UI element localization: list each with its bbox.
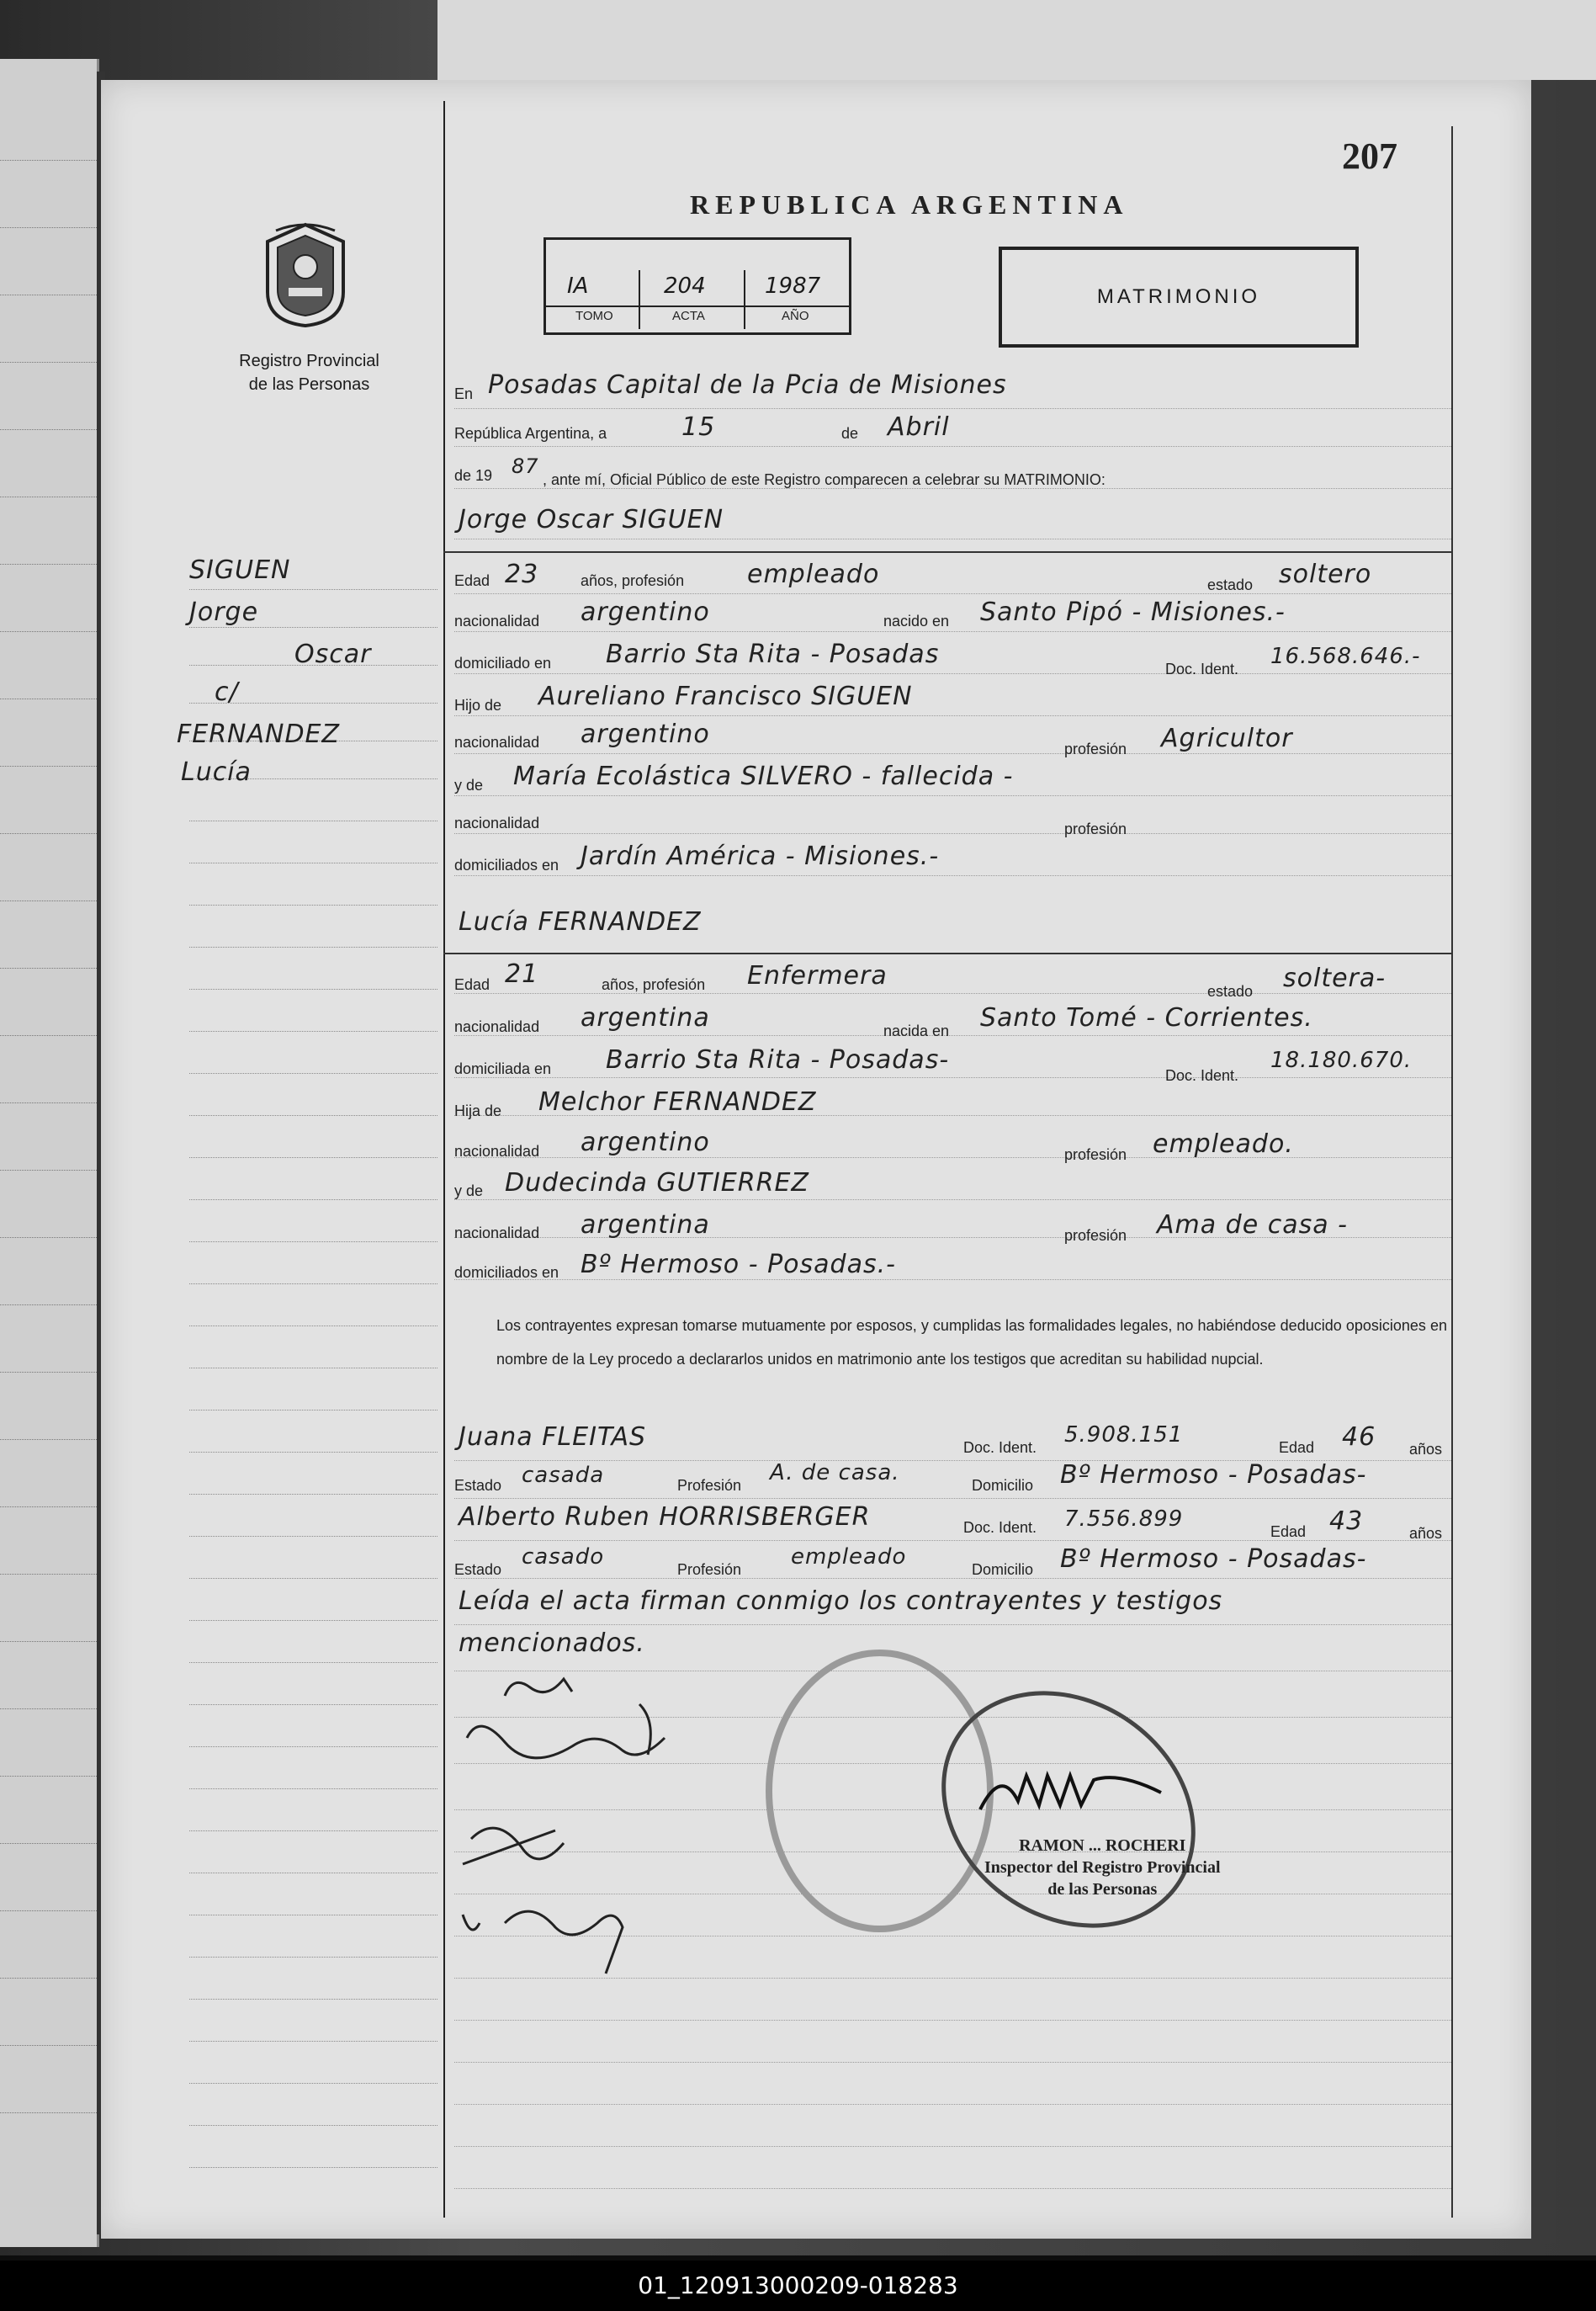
signatures bbox=[454, 1671, 724, 1990]
groom-padres-dom-label: domiciliados en bbox=[454, 857, 559, 874]
groom-anos-label: años, profesión bbox=[581, 572, 685, 589]
place-value: Posadas Capital de la Pcia de Misiones bbox=[488, 370, 1007, 400]
bride-padre-nac-label: nacionalidad bbox=[454, 1143, 540, 1160]
witness2-anos-label: años bbox=[1409, 1525, 1443, 1542]
bride-madre: Dudecinda GUTIERREZ bbox=[505, 1168, 809, 1198]
bride-padre-nac: argentino bbox=[581, 1128, 710, 1157]
bride-estado: soltera- bbox=[1283, 964, 1387, 993]
bride-madre-prof-label: profesión bbox=[1064, 1227, 1127, 1244]
registry-name-line2: de las Personas bbox=[248, 375, 370, 394]
bride-padre-prof: empleado. bbox=[1153, 1129, 1294, 1159]
witness2-profesion: empleado bbox=[791, 1544, 907, 1570]
provincial-crest-icon bbox=[259, 220, 352, 330]
registry-name bbox=[198, 349, 421, 396]
witness1-edad: 46 bbox=[1342, 1422, 1376, 1452]
groom-nacionalidad: argentino bbox=[581, 598, 710, 627]
witness2-estado-label: Estado bbox=[454, 1561, 502, 1578]
groom-padre-nac-label: nacionalidad bbox=[454, 734, 540, 751]
groom-padres-dom: Jardín América - Misiones.- bbox=[581, 842, 940, 871]
page-number: 207 bbox=[1342, 135, 1397, 177]
inspector-title-1: Inspector del Registro Provincial bbox=[984, 1858, 1221, 1877]
witness1-estado: casada bbox=[522, 1463, 605, 1488]
de-label: de bbox=[841, 425, 859, 442]
witness2-dom-label: Domicilio bbox=[972, 1561, 1034, 1578]
witness1-profesion: A. de casa. bbox=[770, 1460, 900, 1485]
bride-edad: 21 bbox=[505, 959, 539, 989]
bride-anos-label: años, profesión bbox=[602, 976, 706, 993]
bride-estado-label: estado bbox=[1207, 983, 1254, 1000]
witness2-prof-label: Profesión bbox=[677, 1561, 742, 1578]
bride-madre-nac-label: nacionalidad bbox=[454, 1225, 540, 1241]
tomo-acta-ano-box bbox=[543, 237, 851, 335]
margin-bride-first: Lucía bbox=[181, 757, 252, 787]
ano-value: 1987 bbox=[765, 274, 821, 299]
groom-estado-label: estado bbox=[1207, 576, 1254, 593]
groom-profesion: empleado bbox=[747, 560, 880, 589]
groom-madre-nac-label: nacionalidad bbox=[454, 815, 540, 831]
background-paper-top bbox=[437, 0, 1596, 80]
witness2-doc: 7.556.899 bbox=[1064, 1506, 1184, 1532]
bride-doc-label: Doc. Ident. bbox=[1165, 1067, 1239, 1084]
groom-madre-prof-label: profesión bbox=[1064, 821, 1127, 837]
bride-nacida: Santo Tomé - Corrientes. bbox=[980, 1003, 1313, 1033]
bride-madre-nac: argentina bbox=[581, 1210, 710, 1240]
inspector-title-2: de las Personas bbox=[1047, 1880, 1158, 1899]
tomo-label: TOMO bbox=[575, 309, 613, 323]
margin-line bbox=[443, 101, 445, 2218]
previous-page-edge bbox=[0, 59, 99, 2247]
margin-groom-first2: Oscar bbox=[294, 640, 372, 669]
groom-edad: 23 bbox=[505, 560, 539, 589]
witness2-edad: 43 bbox=[1329, 1506, 1364, 1536]
witness1-anos-label: años bbox=[1409, 1441, 1443, 1458]
section-divider-bride bbox=[443, 953, 1451, 954]
bride-padres-dom: Bº Hermoso - Posadas.- bbox=[581, 1250, 896, 1279]
bride-edad-label: Edad bbox=[454, 976, 490, 993]
groom-padre-nac: argentino bbox=[581, 720, 710, 749]
acta-label: ACTA bbox=[672, 309, 705, 323]
witness1-dom-label: Domicilio bbox=[972, 1477, 1034, 1494]
year-prefix: de 19 bbox=[454, 467, 493, 484]
bride-madre-prof: Ama de casa - bbox=[1157, 1210, 1348, 1240]
groom-dom-label: domiciliado en bbox=[454, 655, 552, 672]
witness1-doc: 5.908.151 bbox=[1064, 1422, 1184, 1448]
republic-label: República Argentina, a bbox=[454, 425, 607, 442]
inspector-name: RAMON ... ROCHERI bbox=[1019, 1836, 1186, 1855]
groom-nacido-label: nacido en bbox=[883, 613, 950, 630]
bride-domicilio: Barrio Sta Rita - Posadas- bbox=[606, 1045, 950, 1075]
month-value: Abril bbox=[888, 412, 950, 442]
record-type-box: MATRIMONIO bbox=[999, 247, 1359, 348]
groom-name: Jorge Oscar SIGUEN bbox=[459, 505, 724, 534]
bride-padre: Melchor FERNANDEZ bbox=[538, 1087, 817, 1117]
bride-hija-label: Hija de bbox=[454, 1102, 502, 1119]
groom-doc: 16.568.646.- bbox=[1270, 644, 1421, 669]
registry-name-line1: Registro Provincial bbox=[239, 352, 379, 370]
bride-doc: 18.180.670. bbox=[1270, 1048, 1413, 1073]
bride-nac-label: nacionalidad bbox=[454, 1018, 540, 1035]
margin-groom-surname: SIGUEN bbox=[189, 555, 291, 585]
witness1-name: Juana FLEITAS bbox=[459, 1422, 647, 1452]
witness2-name: Alberto Ruben HORRISBERGER bbox=[459, 1502, 871, 1532]
witness1-prof-label: Profesión bbox=[677, 1477, 742, 1494]
groom-padre-prof-label: profesión bbox=[1064, 741, 1127, 757]
acta-value: 204 bbox=[664, 274, 706, 299]
bride-name: Lucía FERNANDEZ bbox=[459, 907, 702, 937]
witness1-edad-label: Edad bbox=[1279, 1439, 1315, 1456]
section-divider-groom bbox=[443, 551, 1451, 553]
bride-padre-prof-label: profesión bbox=[1064, 1146, 1127, 1163]
inspector-signature bbox=[976, 1759, 1169, 1826]
margin-bride-surname: FERNANDEZ bbox=[177, 720, 341, 749]
groom-padre: Aureliano Francisco SIGUEN bbox=[538, 682, 913, 711]
tomo-value: IA bbox=[567, 274, 589, 299]
groom-estado: soltero bbox=[1279, 560, 1372, 589]
bride-profesion: Enfermera bbox=[747, 961, 888, 991]
image-id-footer: 01_120913000209-018283 bbox=[0, 2261, 1596, 2311]
groom-edad-label: Edad bbox=[454, 572, 490, 589]
bride-yde-label: y de bbox=[454, 1182, 484, 1199]
right-margin-line bbox=[1451, 126, 1453, 2218]
en-label: En bbox=[454, 385, 474, 402]
witness2-doc-label: Doc. Ident. bbox=[963, 1519, 1037, 1536]
witness1-doc-label: Doc. Ident. bbox=[963, 1439, 1037, 1456]
witness1-domicilio: Bº Hermoso - Posadas- bbox=[1060, 1460, 1367, 1490]
year-suffix: 87 bbox=[512, 454, 539, 478]
closing-line2: mencionados. bbox=[459, 1628, 645, 1658]
groom-nac-label: nacionalidad bbox=[454, 613, 540, 630]
closing-line1: Leída el acta firman conmigo los contrayentes y testigos bbox=[459, 1586, 1223, 1616]
witness1-estado-label: Estado bbox=[454, 1477, 502, 1494]
groom-yde-label: y de bbox=[454, 777, 484, 794]
groom-domicilio: Barrio Sta Rita - Posadas bbox=[606, 640, 940, 669]
bride-dom-label: domiciliada en bbox=[454, 1060, 552, 1077]
day-value: 15 bbox=[681, 412, 716, 442]
witness2-domicilio: Bº Hermoso - Posadas- bbox=[1060, 1544, 1367, 1574]
declaration-paragraph: Los contrayentes expresan tomarse mutuamente por esposos, y cumplidas las formalidades legales, no habiéndose deducido oposiciones en nombre de la Ley procedo a declararlos unidos en matrimonio ante los testigos que acreditan su habilidad nupcial. bbox=[496, 1317, 1447, 1368]
groom-doc-label: Doc. Ident. bbox=[1165, 661, 1239, 677]
margin-connector: c/ bbox=[215, 677, 239, 707]
bride-padres-dom-label: domiciliados en bbox=[454, 1264, 559, 1281]
groom-padre-prof: Agricultor bbox=[1161, 724, 1293, 753]
groom-nacido: Santo Pipó - Misiones.- bbox=[980, 598, 1286, 627]
inspector-stamp-text bbox=[984, 1835, 1221, 1900]
ano-label: AÑO bbox=[782, 309, 809, 323]
groom-hijo-label: Hijo de bbox=[454, 697, 502, 714]
bride-nacida-label: nacida en bbox=[883, 1023, 950, 1039]
bride-nacionalidad: argentina bbox=[581, 1003, 710, 1033]
margin-groom-first1: Jorge bbox=[189, 598, 259, 627]
intro-text: , ante mí, Oficial Público de este Registro comparecen a celebrar su MATRIMONIO: bbox=[543, 471, 1106, 488]
witness2-estado: casado bbox=[522, 1544, 605, 1570]
country-title: REPUBLICA ARGENTINA bbox=[690, 189, 1129, 220]
witness2-edad-label: Edad bbox=[1270, 1523, 1307, 1540]
groom-madre: María Ecolástica SILVERO - fallecida - bbox=[513, 762, 1014, 791]
